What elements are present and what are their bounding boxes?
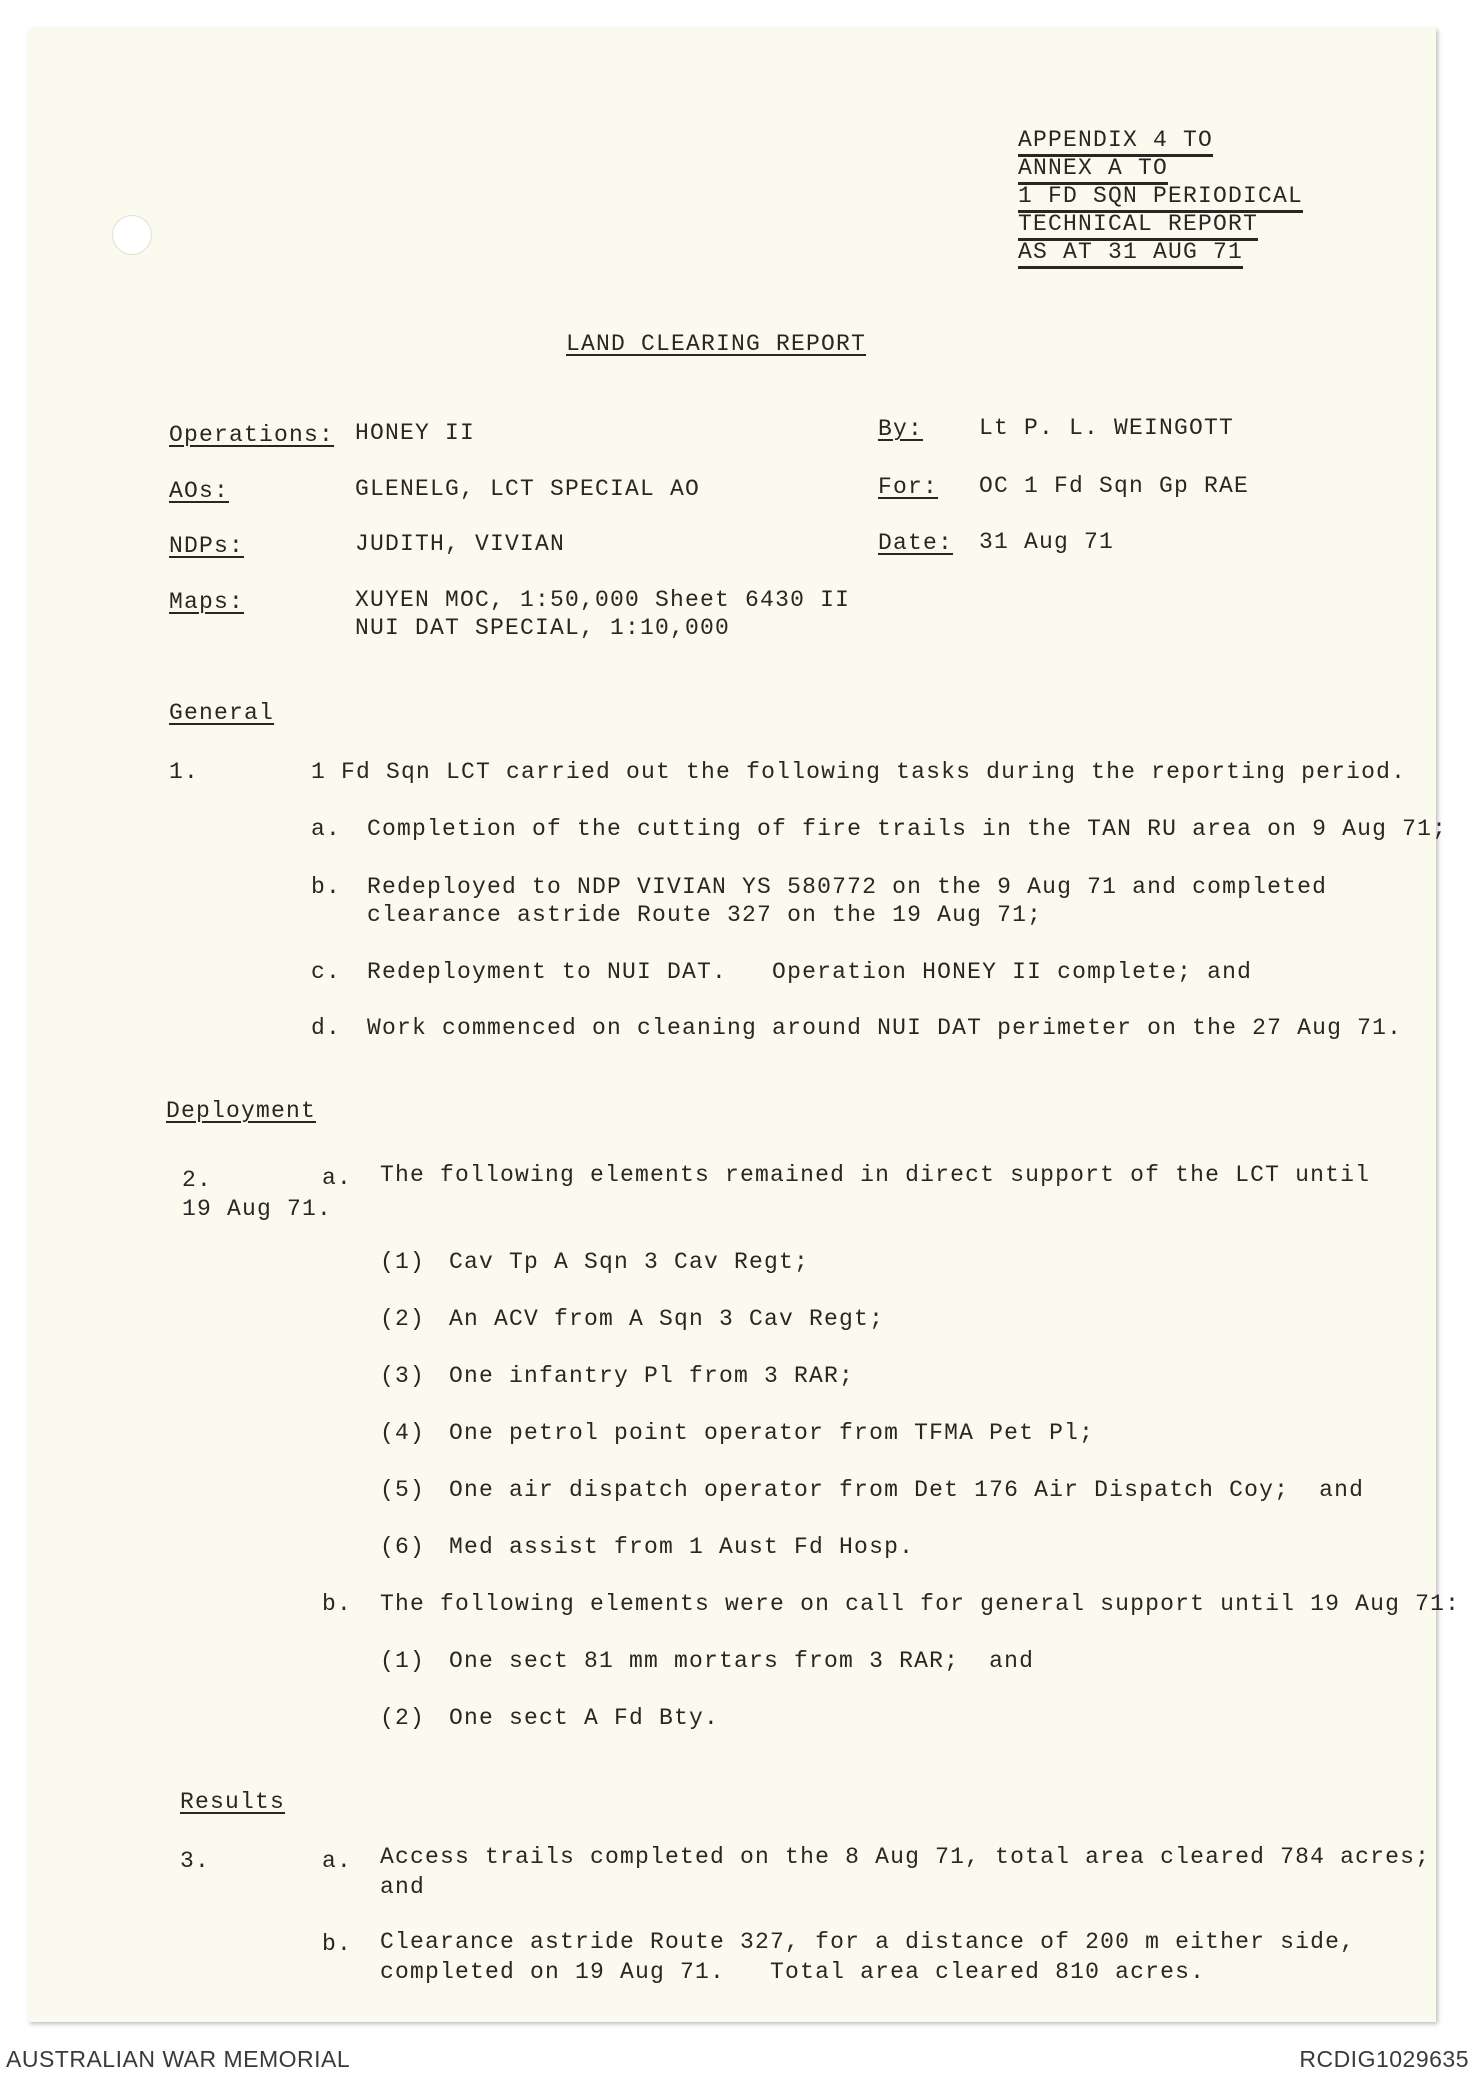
appendix-line-3: 1 FD SQN PERIODICAL: [1018, 182, 1303, 213]
footer-archive-name: AUSTRALIAN WAR MEMORIAL: [6, 2046, 351, 2072]
deployment-a-item-5-text: One air dispatch operator from Det 176 Air Dispatch Coy; and: [449, 1477, 1365, 1503]
appendix-line-1: APPENDIX 4 TO: [1018, 126, 1213, 157]
results-a-text-2: and: [380, 1874, 426, 1900]
deployment-a-item-6-number: (6): [380, 1534, 426, 1560]
deployment-a-item-4-text: One petrol point operator from TFMA Pet Pl;: [449, 1420, 1095, 1446]
results-b-text-2: completed on 19 Aug 71. Total area cleared 810 acres.: [380, 1959, 1206, 1985]
general-c-label: c.: [311, 959, 342, 985]
for-value: OC 1 Fd Sqn Gp RAE: [979, 473, 1250, 499]
general-para-number: 1.: [169, 759, 200, 785]
results-heading: Results: [180, 1789, 286, 1815]
general-a-text: Completion of the cutting of fire trails in the TAN RU area on 9 Aug 71;: [367, 816, 1448, 842]
general-b-label: b.: [311, 874, 342, 900]
appendix-line-2: ANNEX A TO: [1018, 154, 1168, 185]
deployment-a-item-1-text: Cav Tp A Sqn 3 Cav Regt;: [449, 1249, 810, 1275]
date-value: 31 Aug 71: [979, 529, 1115, 555]
for-label: For:: [878, 474, 939, 500]
deployment-heading: Deployment: [166, 1098, 317, 1124]
maps-label: Maps:: [169, 589, 245, 615]
appendix-line-4: TECHNICAL REPORT: [1018, 210, 1258, 241]
deployment-b-item-1-text: One sect 81 mm mortars from 3 RAR; and: [449, 1648, 1035, 1674]
aos-label: AOs:: [169, 478, 230, 504]
deployment-b-label: b.: [322, 1591, 353, 1617]
results-para-number: 3.: [180, 1848, 211, 1874]
maps-value-2: NUI DAT SPECIAL, 1:10,000: [355, 615, 731, 641]
general-d-text: Work commenced on cleaning around NUI DAT perimeter on the 27 Aug 71.: [367, 1015, 1403, 1041]
general-b-text-1: Redeployed to NDP VIVIAN YS 580772 on the 9 Aug 71 and completed: [367, 874, 1328, 900]
date-label: Date:: [878, 530, 954, 556]
punch-hole: [112, 215, 152, 255]
deployment-a-item-3-text: One infantry Pl from 3 RAR;: [449, 1363, 855, 1389]
results-b-label: b.: [322, 1931, 353, 1957]
ndps-value: JUDITH, VIVIAN: [355, 531, 566, 557]
deployment-para-number: 2.: [182, 1167, 213, 1193]
deployment-a-item-1-number: (1): [380, 1249, 426, 1275]
general-heading: General: [169, 700, 275, 726]
general-d-label: d.: [311, 1015, 342, 1041]
deployment-a-label: a.: [322, 1165, 353, 1191]
operations-label: Operations:: [169, 422, 335, 448]
footer-record-id: RCDIG1029635: [1299, 2046, 1469, 2072]
general-c-text: Redeployment to NUI DAT. Operation HONEY II complete; and: [367, 959, 1253, 985]
appendix-line-5: AS AT 31 AUG 71: [1018, 238, 1243, 269]
by-label: By:: [878, 416, 924, 442]
deployment-b-text: The following elements were on call for general support until 19 Aug 71:: [380, 1591, 1461, 1617]
general-a-label: a.: [311, 816, 342, 842]
results-b-text-1: Clearance astride Route 327, for a distance of 200 m either side,: [380, 1929, 1356, 1955]
general-intro: 1 Fd Sqn LCT carried out the following tasks during the reporting period.: [311, 759, 1407, 785]
deployment-a-text-2: 19 Aug 71.: [182, 1196, 333, 1222]
results-a-label: a.: [322, 1848, 353, 1874]
results-a-text-1: Access trails completed on the 8 Aug 71, total area cleared 784 acres;: [380, 1844, 1431, 1870]
general-b-text-2: clearance astride Route 327 on the 19 Aug 71;: [367, 902, 1043, 928]
operations-value: HONEY II: [355, 420, 476, 446]
deployment-a-item-4-number: (4): [380, 1420, 426, 1446]
deployment-b-item-2-number: (2): [380, 1705, 426, 1731]
deployment-a-item-3-number: (3): [380, 1363, 426, 1389]
aos-value: GLENELG, LCT SPECIAL AO: [355, 476, 701, 502]
deployment-a-item-2-text: An ACV from A Sqn 3 Cav Regt;: [449, 1306, 885, 1332]
deployment-b-item-2-text: One sect A Fd Bty.: [449, 1705, 720, 1731]
ndps-label: NDPs:: [169, 533, 245, 559]
deployment-a-text-1: The following elements remained in direct support of the LCT until: [380, 1162, 1371, 1188]
maps-value-1: XUYEN MOC, 1:50,000 Sheet 6430 II: [355, 587, 851, 613]
by-value: Lt P. L. WEINGOTT: [979, 415, 1235, 441]
deployment-a-item-5-number: (5): [380, 1477, 426, 1503]
deployment-a-item-6-text: Med assist from 1 Aust Fd Hosp.: [449, 1534, 915, 1560]
document-title: LAND CLEARING REPORT: [566, 331, 867, 357]
deployment-a-item-2-number: (2): [380, 1306, 426, 1332]
deployment-b-item-1-number: (1): [380, 1648, 426, 1674]
